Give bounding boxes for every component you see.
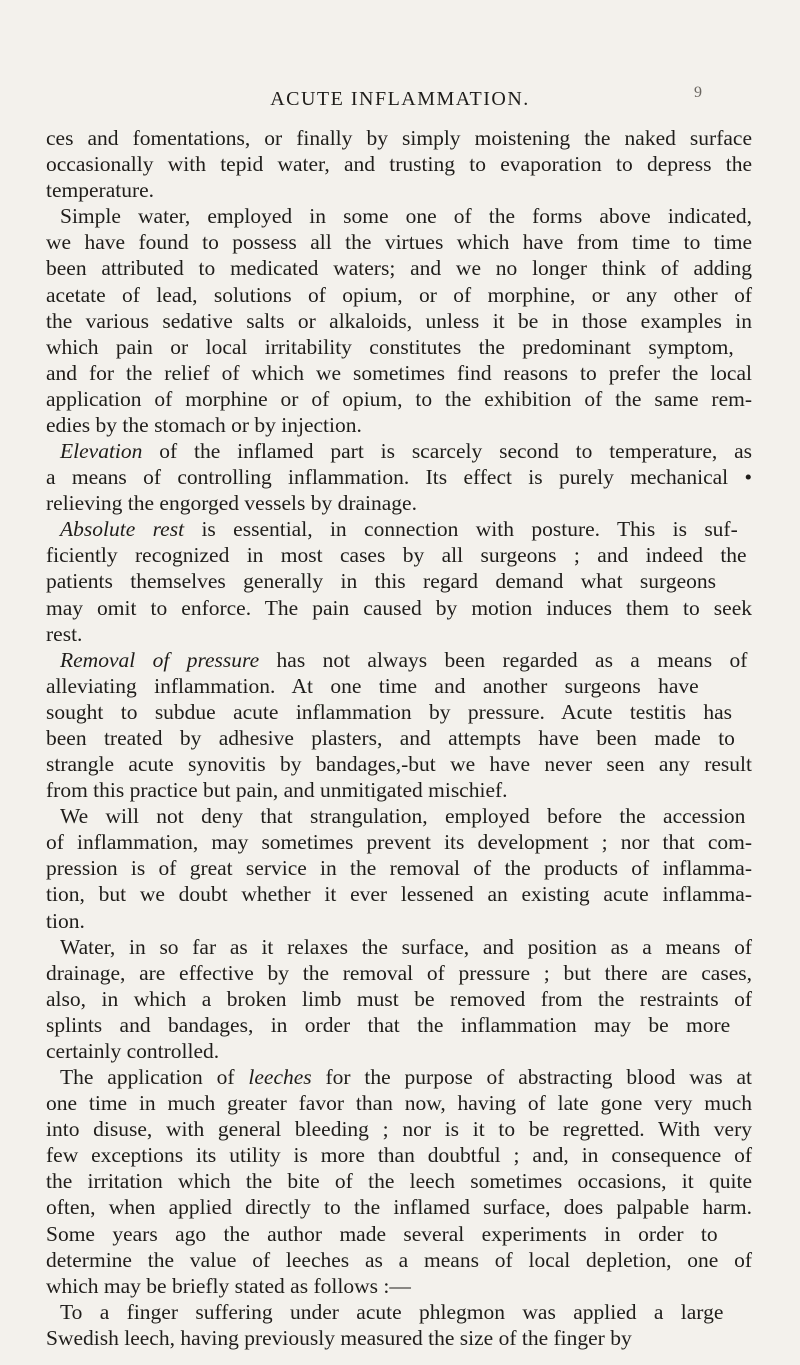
italic-heading: Elevation [60, 439, 143, 464]
line-text: tion. [46, 908, 85, 933]
line-text-rest: has not always been regarded as a means of [259, 647, 748, 672]
line-text: patients themselves generally in this regard demand what surgeons [46, 569, 716, 594]
line-text: acetate of lead, solutions of opium, or of morphine, or any other of [46, 282, 752, 307]
line-text: drainage, are effective by the removal of pressure ; but there are cases, [46, 960, 752, 985]
line-text: ficiently recognized in most cases by all surgeons ; and indeed the [46, 543, 747, 568]
line-text [60, 517, 738, 542]
line-text: Water, in so far as it relaxes the surface, and position as a means of [60, 934, 752, 959]
line-text: and for the relief of which we sometimes find reasons to prefer the local [46, 360, 752, 385]
line-text: occasionally with tepid water, and trusting to evaporation to depress the [46, 152, 752, 177]
text-line [0, 1326, 800, 1356]
italic-heading: Absolute rest [60, 517, 185, 542]
line-text: the various sedative salts or alkaloids, unless it be in those examples in [46, 308, 752, 333]
line-text: may omit to enforce. The pain caused by motion induces them to seek [46, 595, 752, 620]
line-text: application of morphine or of opium, to the exhibition of the same rem- [46, 386, 752, 411]
line-text: been treated by adhesive plasters, and attempts have been made to [46, 725, 735, 750]
line-text: determine the value of leeches as a means of local depletion, one of [46, 1247, 752, 1272]
line-text: temperature. [46, 178, 155, 203]
line-text: of inflammation, may sometimes prevent its development ; nor that com- [46, 830, 752, 855]
line-text: rest. [46, 621, 83, 646]
line-text-rest: is essential, in connection with posture. This is suf- [184, 517, 738, 542]
line-text-before: The application of [60, 1065, 249, 1090]
italic-term: leeches [248, 1065, 312, 1090]
line-text: a means of controlling inflammation. Its effect is purely mechanical • [46, 465, 752, 490]
line-text: We will not deny that strangulation, employed before the accession [60, 804, 746, 829]
line-text: pression is of great service in the removal of the products of inflamma- [46, 856, 752, 881]
line-text: few exceptions its utility is more than doubtful ; and, in consequence of [46, 1143, 752, 1168]
line-text: sought to subdue acute inflammation by pressure. Acute testitis has [46, 699, 733, 724]
line-text [60, 439, 752, 464]
line-text: also, in which a broken limb must be removed from the restraints of [46, 986, 752, 1011]
line-text: which pain or local irritability constitutes the predominant symptom, [46, 334, 734, 359]
line-text: Simple water, employed in some one of the forms above indicated, [60, 204, 752, 229]
line-text-rest: of the inflamed part is scarcely second to temperature, as [142, 439, 752, 464]
line-text: from this practice but pain, and unmitigated mischief. [46, 778, 508, 803]
line-text: the irritation which the bite of the leech sometimes occasions, it quite [46, 1169, 752, 1194]
line-text: certainly controlled. [46, 1038, 220, 1063]
line-text: Some years ago the author made several experiments in order to [46, 1221, 718, 1246]
line-text: strangle acute synovitis by bandages,-but we have never seen any result [46, 752, 752, 777]
italic-heading: Removal of pressure [60, 647, 260, 672]
line-text: splints and bandages, in order that the inflammation may be more [46, 1012, 731, 1037]
line-text: Swedish leech, having previously measured the size of the finger by [46, 1325, 632, 1350]
line-text-after: for the purpose of abstracting blood was at [311, 1065, 752, 1090]
line-text: alleviating inflammation. At one time and another surgeons have [46, 673, 699, 698]
line-text: ces and fomentations, or finally by simply moistening the naked surface [46, 126, 752, 150]
line-text [60, 648, 747, 673]
page-mark: 9 [694, 84, 702, 101]
line-text: tion, but we doubt whether it ever lessened an existing acute inflamma- [46, 882, 752, 907]
line-text: relieving the engorged vessels by drainage. [46, 491, 417, 516]
line-text: been attributed to medicated waters; and we no longer think of adding [46, 256, 752, 281]
line-text: we have found to possess all the virtues which have from time to time [46, 230, 752, 255]
line-text: often, when applied directly to the inflamed surface, does palpable harm. [46, 1195, 752, 1220]
line-text: edies by the stomach or by injection. [46, 412, 362, 437]
line-text: which may be briefly stated as follows :— [46, 1273, 411, 1298]
running-head: ACUTE INFLAMMATION. [270, 88, 530, 110]
line-text: one time in much greater favor than now, having of late gone very much [46, 1091, 752, 1116]
line-text: To a finger suffering under acute phlegmon was applied a large [60, 1299, 724, 1324]
line-text: into disuse, with general bleeding ; nor is it to be regretted. With very [46, 1117, 752, 1142]
line-text [60, 1065, 752, 1090]
